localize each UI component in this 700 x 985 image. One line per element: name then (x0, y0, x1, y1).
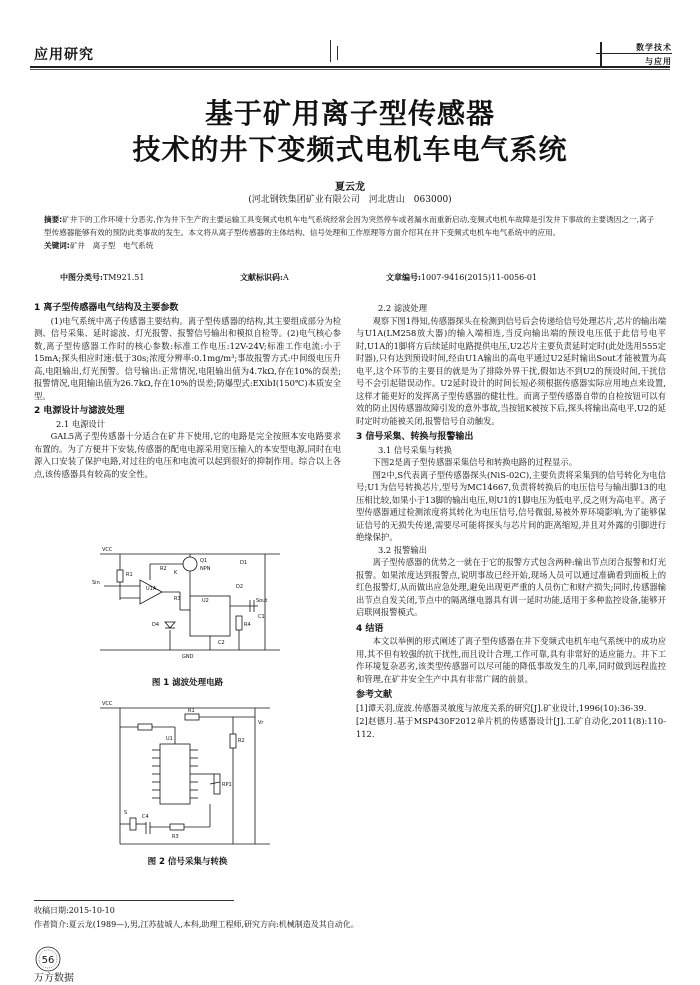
fig1-vcc-label: VCC (102, 547, 113, 553)
fig2-r2-label: R2 (238, 738, 245, 744)
section-label: 应用研究 (34, 47, 94, 63)
fig2-c4-label: C4 (142, 814, 149, 820)
keywords: 矿井 离子型 电气系统 (69, 241, 154, 250)
article-title-line1: 基于矿用离子型传感器 (204, 97, 495, 130)
watermark: 万方数据 (34, 973, 74, 984)
fig1-q1-label: Q1 (200, 558, 208, 564)
header-divider (330, 40, 331, 62)
received-date: 收稿日期:2015-10-10 (34, 906, 115, 915)
filter-circuit-diagram (90, 540, 290, 660)
fig1-d2-label: D2 (236, 584, 244, 590)
fig1-r3-label: R3 (174, 596, 181, 602)
fig2-r3-label: R3 (172, 834, 179, 840)
clc-number: 中图分类号:TM921.51 (60, 272, 145, 282)
page-number: 56 (41, 955, 55, 966)
section-3-1-body-1: 下图2是离子型传感器采集信号和转换电路的过程显示。 (372, 457, 577, 467)
journal-logo (596, 42, 672, 68)
fig1-npn-label: NPN (200, 566, 211, 572)
article-title-line2: 技术的井下变频式电机车电气系统 (132, 133, 568, 166)
section-2-2-body: 观察下图1得知,传感器探头在检测到信号后会传递给信号处理芯片,芯片的输出端与U1A(LM258放大器)的输入端相连,当反向输出端的预设电压低于此信号电平时,U1A的1脚将方后续延时电路提供电压,U2芯片主要负责延时定时(此处选用555定时器),只有达到预设时间,经由U1A输出的高电平通过U2延时输出Sout才能被置为高电平,这个环节的主要目的就是为了排除外界干扰,假如达不到U2的预设时间,干扰信号不会引起错误动作。U2延时设计的时间长短必须根据传感器实际应用地点来设置,这样才能更好的发挥离子型传感器的健壮性。而离子型传感器自带的自检按钮可以有效的防止因传感器故障引发的意外事故,当按钮K被按下后,探头将输出高电平,U2的延时定时功能被关闭,报警信号自动触发。 (356, 315, 666, 426)
fig2-s-label: S (124, 810, 128, 816)
abstract-text: 矿井下的工作环境十分恶劣,作为井下生产的主要运输工具变频式电机车电气系统经常会因为突然停车或者漏水而重新启动,变频式电机车故障是引发井下事故的主要诱因之一,离子型传感器能够有效的预防此类事故的发生。本文将从离子型传感器的主体结构、信号处理和工作原理等方面介绍其在井下变频式电机车电气系统中的应用。 (44, 215, 655, 237)
section-2-1-title: 2.1 电源设计 (56, 418, 106, 429)
fig1-u1a-label: U1A (146, 586, 157, 592)
logo-line2: 与应用 (645, 56, 672, 66)
abstract-label: 摘要: (44, 215, 63, 224)
fig1-r1-label: R1 (126, 572, 133, 578)
fig2-vr-label: Vr (258, 720, 264, 726)
keywords-label: 关键词: (44, 241, 70, 250)
figure-1-caption: 图 1 滤波处理电路 (151, 678, 224, 688)
fig2-r1-label: R1 (188, 708, 195, 714)
section-1-body: (1)电气系统中离子传感器主要结构。离子型传感器的结构,其主要组成部分为检测、信号采集、延时滤波、灯光报警、报警信号输出和模拟自检等。(2)电气核心参数,离子型传感器工作时的核心参数:标准工作电压:12V-24V;标准工作电流:小于15mA;探头相应时速:低于30s;浓度分辨率:0.1mg/m³;事故报警方式:中间级电压升高,电阻输出,灯光预警。信号输出:正常情况,电阻输出值为4.7kΩ,存在10%的误差;报警情况,电阻输出值为26.7kΩ,存在10%的误差;防爆型式:EXibI(150℃)本质安全型。 (34, 315, 341, 401)
reference-2: [2]赵德月.基于MSP430F2012单片机的传感器设计[J].工矿自动化,2011(8):110-112. (356, 715, 666, 739)
fig1-u2-label: U2 (202, 598, 209, 604)
fig1-c1-label: C1 (258, 614, 265, 620)
section-4-title: 4 结语 (356, 623, 384, 634)
affiliation: (河北钢铁集团矿业有限公司 河北唐山 063000) (248, 195, 452, 205)
section-2-2-title: 2.2 滤波处理 (378, 303, 428, 313)
document-code: 文献标识码:A (240, 272, 289, 282)
fig1-k-label: K (174, 570, 178, 576)
references-title: 参考文献 (356, 690, 393, 700)
fig1-gnd-label: GND (182, 654, 194, 660)
header-rule (30, 69, 670, 70)
section-1-title: 1 离子型传感器电气结构及主要参数 (34, 303, 179, 313)
reference-1: [1]谭天羽,庞波.传感器灵敏度与浓度关系的研究[J].矿业设计,1996(10):36-39. (356, 702, 647, 713)
section-3-2-title: 3.2 报警输出 (378, 544, 428, 555)
fig2-vcc-label: VCC (102, 701, 113, 707)
fig1-r2-label: R2 (160, 566, 167, 572)
logo-line1: 数学技术 (636, 42, 672, 52)
article-number: 文章编号:1007-9416(2015)11-0056-01 (386, 272, 538, 282)
section-3-1-title: 3.1 信号采集与转换 (378, 444, 452, 455)
fig2-u1-label: U1 (166, 736, 173, 742)
section-4-body: 本文以举例的形式阐述了离子型传感器在井下变频式电机车电气系统中的成功应用,其不但有较强的抗干扰性,而且设计合理,工作可靠,具有非常好的适应能力。井下工作环境复杂恶劣,该类型传感器可以尽可能的降低事故发生的几率,同时做到远程监控和管理,在矿井安全生产中具有非常广阔的前景。 (356, 636, 666, 684)
header-divider (337, 46, 338, 60)
fig1-d4-label: D4 (152, 622, 160, 628)
section-3-1-body-2: 图2中,S代表离子型传感器探头(NiS-02C),主要负责将采集到的信号转化为电信号;U1为信号转换芯片,型号为MC14667,负责将转换后的电压信号与输出脚13的电压相比较,如果小于13脚的输出电压,则U1的1脚电压为低电平,反之则为高电平。离子型传感器通过检测浓度将其转化为电压信号,信号微弱,易被外界环境影响,为了能够保证信号的无损失传递,需要尽可能将探头与芯片间的距离缩短,并且对外露的引脚进行绝缘保护。 (356, 469, 666, 542)
fig1-r4-label: R4 (244, 622, 251, 628)
header-rule (30, 66, 670, 68)
figure-2-caption: 图 2 信号采集与转换 (147, 857, 228, 867)
fig1-d1-label: D1 (240, 560, 248, 566)
right-column-text (356, 302, 666, 741)
fig1-sin-label: Sin (92, 580, 100, 586)
author-bio: 作者简介:夏云龙(1989—),男,江苏盐城人,本科,助理工程师,研究方向:机械制造及其自动化。 (34, 920, 359, 929)
left-column-text (34, 302, 341, 480)
footnote-rule (34, 900, 234, 901)
fig2-rp-label: RP1 (222, 782, 232, 788)
abstract (44, 213, 656, 252)
fig1-sout-label: Sout (256, 598, 268, 604)
section-3-title: 3 信号采集、转换与报警输出 (356, 432, 474, 442)
fig1-c2-label: C2 (218, 640, 225, 646)
section-2-title: 2 电源设计与滤波处理 (34, 406, 125, 416)
section-3-2-body: 离子型传感器的优势之一就在于它的报警方式包含两种:输出节点闭合报警和灯光报警。如果浓度达到报警点,说明事故已经开始,现场人员可以通过准确看到面板上的红色报警灯,从而做出应急处理,避免出现更严重的人员伤亡和财产损失;同时,传感器输出节点自发关闭,节点中的隔离继电器具有训一延时功能,适用于多种监控设备,能够开启联网报警模式。 (356, 557, 666, 617)
section-2-1-body: GAL5离子型传感器十分适合在矿井下使用,它的电路是完全按照本安电路要求布置的。为了方便井下安装,传感器的配电电源采用宽压输入的本安型电源,同时在电源入口安装了保护电路,对过往的电压和电流可以起到很好的抑制作用。综合以上各点,该传感器具有较高的安全性。 (34, 431, 341, 479)
author: 夏云龙 (335, 182, 365, 193)
signal-acquisition-circuit-diagram (90, 694, 290, 854)
